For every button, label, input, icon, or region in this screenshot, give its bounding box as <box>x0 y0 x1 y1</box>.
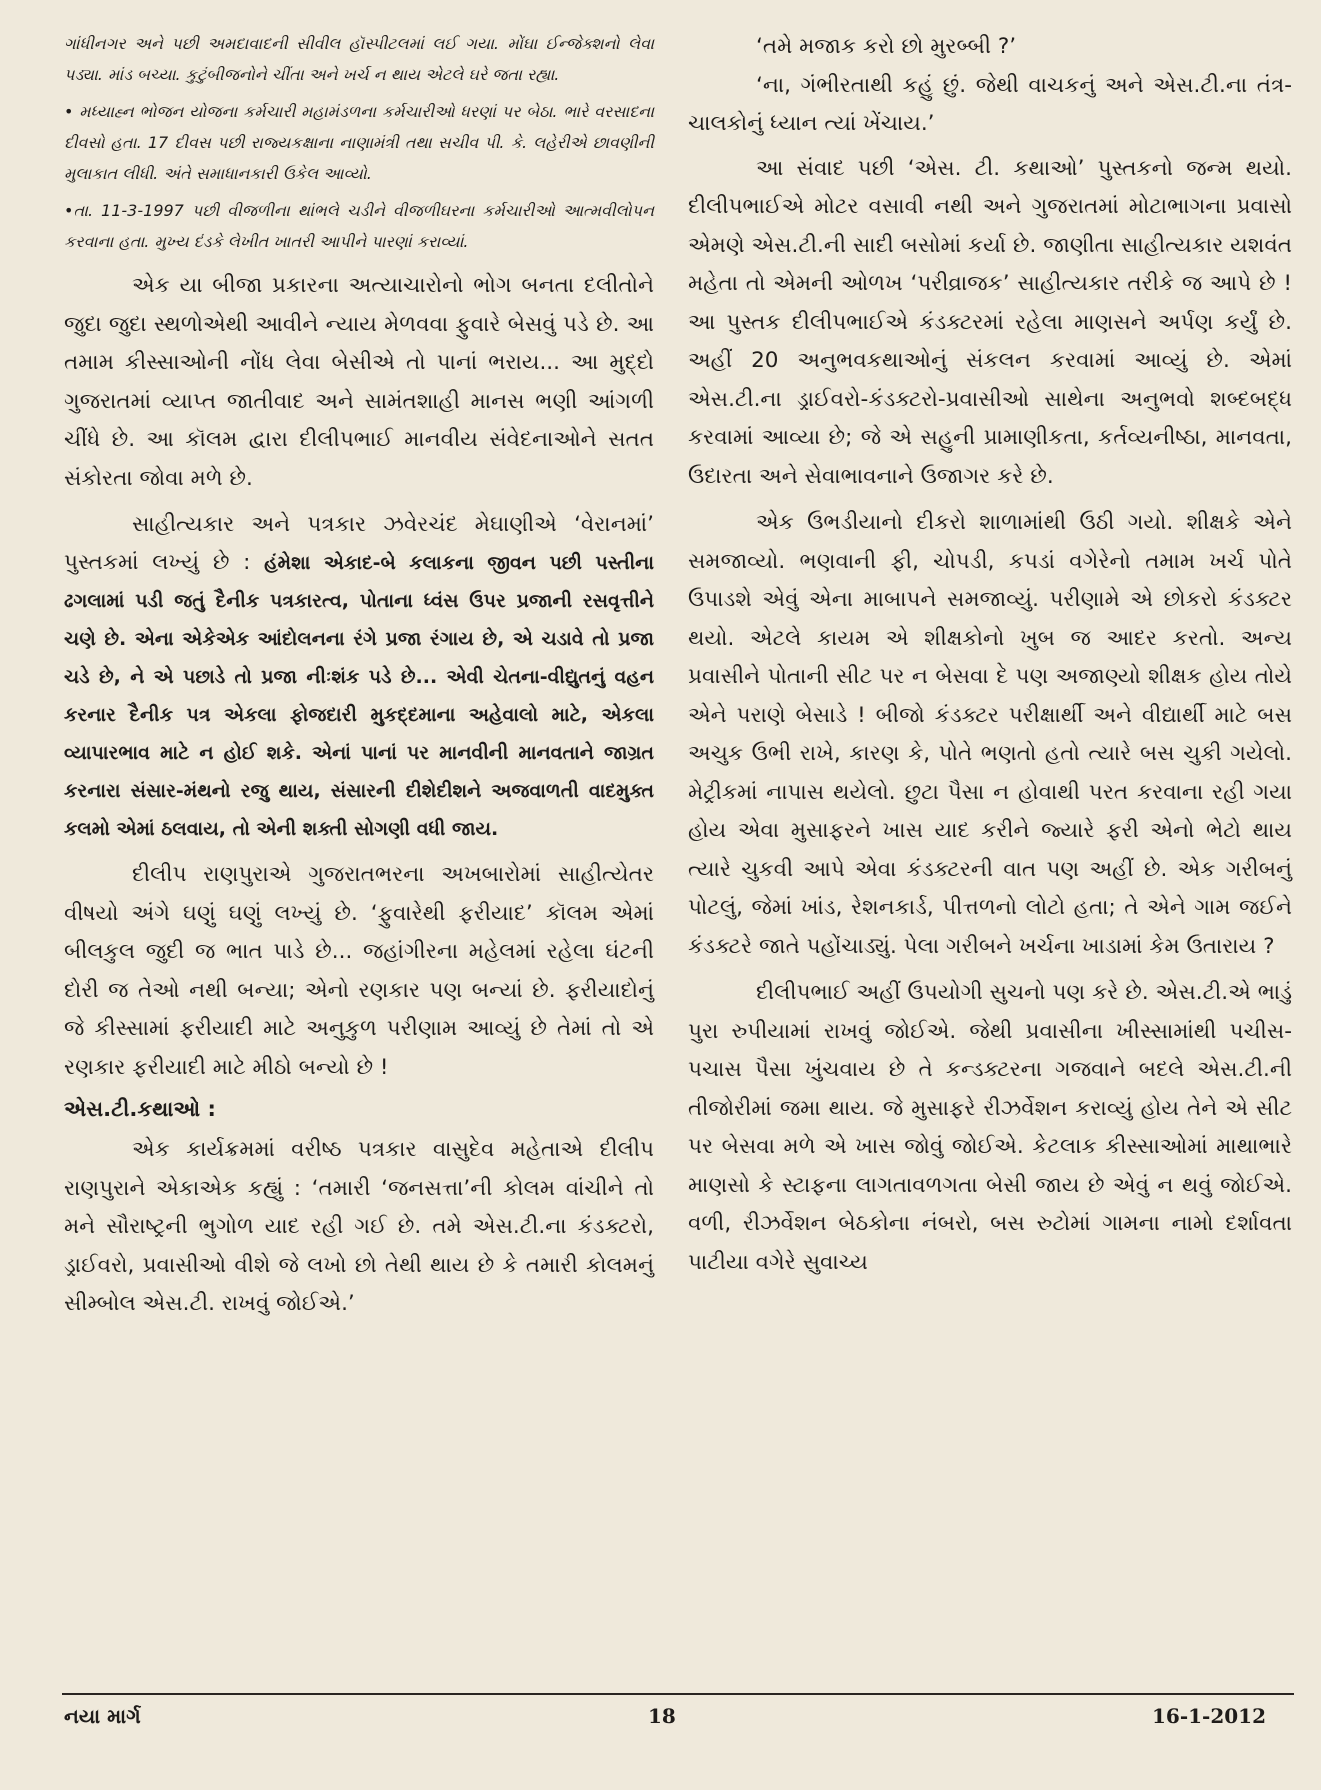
body-paragraph: એક કાર્યક્રમમાં વરીષ્ઠ પત્રકાર વાસુદેવ મહેતાએ દીલીપ રાણપુરાને એકાએક કહ્યું : ‘તમારી ‘જનસત્તા’ની કોલમ વાંચીને તો મને સૌરાષ્ટ્રની ભુગોળ યાદ રહી ગઈ છે. તમે એસ.ટી.ના કંડક્ટરો, ડ્રાઈવરો, પ્રવાસીઓ વીશે જે લખો છો તેથી થાય છે કે તમારી કોલમનું સીમ્બોલ એસ.ટી. રાખવું જોઈએ.’ <box>64 1137 654 1316</box>
body-paragraph: ‘તમે મજાક કરો છો મુરબ્બી ?’ <box>756 34 1017 59</box>
body-paragraph: દીલીપ રાણપુરાએ ગુજરાતભરના અખબારોમાં સાહીત્યેતર વીષયો અંગે ઘણું ઘણું લખ્યું છે. ‘ફુવારેથી ફરીયાદ’ કૉલમ એમાં બીલકુલ જુદી જ ભાત પાડે છે... જહાંગીરના મહેલમાં રહેલા ઘંટની દોરી જ તેઓ નથી બન્યા; એનો રણકાર પણ બન્યાં છે. ફરીયાદોનું જે કીસ્સામાં ફરીયાદી માટે અનુકુળ પરીણામ આવ્યું છે તેમાં તો એ રણકાર ફરીયાદી માટે મીઠો બન્યો છે ! <box>64 862 654 1080</box>
body-paragraph: એક ઉભડીયાનો દીકરો શાળામાંથી ઉઠી ગયો. શીક્ષકે એને સમજાવ્યો. ભણવાની ફી, ચોપડી, કપડાં વગેરેનો તમામ ખર્ચ પોતે ઉપાડશે એવું એના માબાપને સમજાવ્યું. પરીણામે એ છોકરો કંડક્ટર થયો. એટલે કાયમ એ શીક્ષકોનો ખુબ જ આદર કરતો. અન્ય પ્રવાસીને પોતાની સીટ પર ન બેસવા દે પણ અજાણ્યો શીક્ષક હોય તોયે એને પરાણે બેસાડે ! બીજો કંડક્ટર પરીક્ષાર્થી અને વીદ્યાર્થી માટે બસ અચુક ઉભી રાખે, કારણ કે, પોતે ભણતો હતો ત્યારે બસ ચુકી ગયેલો. મેટ્રીકમાં નાપાસ થયેલો. છુટા પૈસા ન હોવાથી પરત કરવાના રહી ગયા હોય એવા મુસાફરને ખાસ યાદ કરીને જ્યારે ફરી એનો ભેટો થાય ત્યારે ચુકવી આપે એવા કંડક્ટરની વાત પણ અહીં છે. એક ગરીબનું પોટલું, જેમાં ખાંડ, રેશનકાર્ડ, પીત્તળનો લોટો હતા; તે એને ગામ જઈને કંડક્ટરે જાતે પહોંચાડ્યું. પેલા ગરીબને ખર્ચના ખાડામાં કેમ ઉતારાય ? <box>688 510 1292 959</box>
left-column <box>64 28 654 1324</box>
quote-lead: સાહીત્યકાર અને પત્રકાર ઝવેરચંદ મેઘાણીએ ‘વેરાનમાં’ પુસ્તકમાં લખ્યું છે : <box>64 512 654 575</box>
note-paragraph: •તા. 11-3-1997 પછી વીજળીના થાંભલે ચડીને વીજળીઘરના કર્મચારીઓ આત્મવીલોપન કરવાના હતા. મુખ્ય દંડકે લેખીત ખાતરી આપીને પારણાં કરાવ્યાં. <box>64 201 654 251</box>
quote-intro-paragraph <box>64 506 654 848</box>
section-heading: એસ.ટી.કથાઓ : <box>64 1097 216 1121</box>
footer-divider <box>62 1693 1294 1695</box>
page-number: 18 <box>648 1704 676 1728</box>
body-paragraph: આ સંવાદ પછી ‘એસ. ટી. કથાઓ’ પુસ્તકનો જન્મ થયો. દીલીપભાઈએ મોટર વસાવી નથી અને ગુજરાતમાં મોટાભાગના પ્રવાસો એમણે એસ.ટી.ની સાદી બસોમાં કર્યા છે. જાણીતા સાહીત્યકાર યશવંત મહેતા તો એમની ઓળખ ‘પરીવ્રાજક’ સાહીત્યકાર તરીકે જ આપે છે ! આ પુસ્તક દીલીપભાઈએ કંડક્ટરમાં રહેલા માણસને અર્પણ કર્યું છે. અહીં 20 અનુભવકથાઓનું સંકલન કરવામાં આવ્યું છે. એમાં એસ.ટી.ના ડ્રાઈવરો-કંડક્ટરો-પ્રવાસીઓ સાથેના અનુભવો શબ્દબદ્ધ કરવામાં આવ્યા છે; જે એ સહુની પ્રામાણીકતા, કર્તવ્યનીષ્ઠા, માનવતા, ઉદારતા અને સેવાભાવનાને ઉજાગર કરે છે. <box>688 155 1292 489</box>
right-column <box>688 28 1292 1282</box>
body-paragraph: એક યા બીજા પ્રકારના અત્યાચારોનો ભોગ બનતા દલીતોને જુદા જુદા સ્થળોએથી આવીને ન્યાય મેળવવા ફુવારે બેસવું પડે છે. આ તમામ કીસ્સાઓની નોંધ લેવા બેસીએ તો પાનાં ભરાય... આ મુદ્દો ગુજરાતમાં વ્યાપ્ત જાતીવાદ અને સામંતશાહી માનસ ભણી આંગળી ચીંધે છે. આ કૉલમ દ્વારા દીલીપભાઈ માનવીય સંવેદનાઓને સતત સંકોરતા જોવા મળે છે. <box>64 273 654 491</box>
publication-name: નયા માર્ગ <box>64 1704 141 1728</box>
meghani-quote: હંમેશા એકાદ-બે કલાકના જીવન પછી પસ્તીના ઢગલામાં પડી જતું દૈનીક પત્રકારત્વ, પોતાના ધ્વંસ ઉપર પ્રજાની રસવૃત્તીને ચણે છે. એના એકેએક આંદોલનના રંગે પ્રજા રંગાય છે, એ ચડાવે તો પ્રજા ચડે છે, ને એ પછાડે તો પ્રજા નીઃશંક પડે છે... એવી ચેતના-વીદ્યુતનું વહન કરનાર દૈનીક પત્ર એકલા ફોજદારી મુકદ્દમાના અહેવાલો માટે, એકલા વ્યાપારભાવ માટે ન હોઈ શકે. એનાં પાનાં પર માનવીની માનવતાને જાગ્રત કરનારા સંસાર-મંથનો રજુ થાય, સંસારની દીશેદીશને અજવાળતી વાદમુક્ત કલમો એમાં ઠલવાય, તો એની શક્તી સોગણી વધી જાય. <box>64 552 654 840</box>
issue-date: 16-1-2012 <box>1152 1704 1267 1728</box>
body-paragraph: દીલીપભાઈ અહીં ઉપયોગી સુચનો પણ કરે છે. એસ.ટી.એ ભાડું પુરા રુપીયામાં રાખવું જોઈએ. જેથી પ્રવાસીના ખીસ્સામાંથી પચીસ-પચાસ પૈસા ખુંચવાય છે તે કન્ડક્ટરના ગજવાને બદલે એસ.ટી.ની તીજોરીમાં જમા થાય. જે મુસાફરે રીઝર્વેશન કરાવ્યું હોય તેને એ સીટ પર બેસવા મળે એ ખાસ જોવું જોઈએ. કેટલાક કીસ્સાઓમાં માથાભારે માણસો કે સ્ટાફના લાગતાવળગતા બેસી જાય છે એવું ન થવું જોઈએ. વળી, રીઝર્વેશન બેઠકોના નંબરો, બસ રુટોમાં ગામના નામો દર્શાવતા પાટીયા વગેરે સુવાચ્ય <box>688 980 1292 1275</box>
note-paragraph: • મધ્યાહ્ન ભોજન યોજના કર્મચારી મહામંડળના કર્મચારીઓ ધરણાં પર બેઠા. ભારે વરસાદના દીવસો હતા. 17 દીવસ પછી રાજ્યકક્ષાના નાણામંત્રી તથા સચીવ પી. કે. લહેરીએ છાવણીની મુલાકાત લીધી. અંતે સમાધાનકારી ઉકેલ આવ્યો. <box>64 102 654 183</box>
note-paragraph: ગાંધીનગર અને પછી અમદાવાદની સીવીલ હૉસ્પીટલમાં લઈ ગયા. મોંઘા ઈન્જેક્શનો લેવા પડ્યા. માંડ બચ્યા. કુટુંબીજનોને ચીંતા અને ખર્ચ ન થાય એટલે ઘરે જતા રહ્યા. <box>64 34 654 84</box>
body-paragraph: ‘ના, ગંભીરતાથી કહું છું. જેથી વાચકનું અને એસ.ટી.ના તંત્ર-ચાલકોનું ધ્યાન ત્યાં ખેંચાય.’ <box>688 72 1292 136</box>
